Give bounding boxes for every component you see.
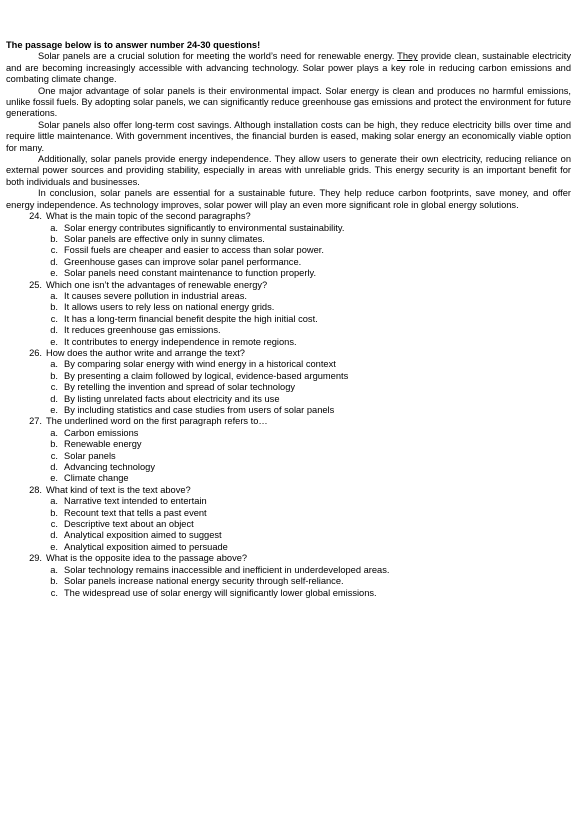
option-text: Greenhouse gases can improve solar panel performance. — [64, 256, 302, 267]
option-letter: e. — [50, 405, 58, 415]
option-text: The widespread use of solar energy will significantly lower global emissions. — [64, 587, 377, 598]
option-text: Solar technology remains inaccessible and inefficient in underdeveloped areas. — [64, 564, 390, 575]
answer-option — [6, 394, 571, 405]
question-row — [6, 348, 571, 359]
answer-option — [6, 382, 571, 393]
option-text: Solar panels need constant maintenance to function properly. — [64, 268, 317, 279]
answer-option — [6, 530, 571, 541]
option-letter: a. — [50, 359, 58, 370]
question-row — [6, 416, 571, 427]
option-letter: a. — [50, 427, 58, 438]
answer-option — [6, 359, 571, 370]
answer-option — [6, 588, 571, 599]
option-text: It has a long-term financial benefit despite the high initial cost. — [64, 313, 318, 324]
worksheet-page — [6, 40, 571, 599]
answer-option — [6, 302, 571, 313]
answer-option — [6, 371, 571, 382]
option-text: Analytical exposition aimed to suggest — [64, 530, 222, 541]
option-letter: c. — [50, 313, 58, 324]
paragraph-text: One major advantage of solar panels is their environmental impact. Solar energy is clean and produces no harmful emissions, unlike fossil fuels. By adopting solar panels, we can significantly reduce greenhouse gas emissions and protect the environment for future generations. — [6, 85, 571, 119]
question-text: What is the main topic of the second paragraphs? — [46, 211, 251, 222]
answer-option — [6, 576, 571, 587]
answer-option — [6, 257, 571, 268]
option-text: Solar energy contributes significantly to environmental sustainability. — [64, 222, 345, 233]
answer-option — [6, 428, 571, 439]
option-letter: d. — [50, 393, 58, 404]
paragraph-text: Solar panels are a crucial solution for meeting the world’s need for renewable energy. — [38, 51, 398, 62]
paragraph-text: In conclusion, solar panels are essential for a sustainable future. They help reduce carbon footprints, save money, and offer energy independence. As technology improves, solar power will play an even more significant role in global energy solutions. — [6, 188, 571, 210]
option-letter: e. — [50, 268, 58, 279]
answer-option — [6, 223, 571, 234]
question-text: What kind of text is the text above? — [46, 484, 191, 495]
option-letter: b. — [50, 576, 58, 587]
paragraph-4 — [6, 154, 571, 188]
option-letter: d. — [50, 256, 58, 267]
paragraph-5 — [6, 188, 571, 211]
option-text: Carbon emissions — [64, 427, 139, 438]
option-letter: d. — [50, 462, 58, 473]
answer-option — [6, 439, 571, 450]
option-text: By including statistics and case studies from users of solar panels — [64, 405, 335, 415]
answer-option — [6, 245, 571, 256]
option-letter: b. — [50, 507, 58, 518]
option-letter: b. — [50, 233, 58, 244]
question-25 — [6, 280, 571, 348]
option-letter: e. — [50, 541, 58, 552]
answer-option — [6, 473, 571, 484]
option-text: Narrative text intended to entertain — [64, 496, 207, 507]
option-text: By listing unrelated facts about electricity and its use — [64, 393, 280, 404]
question-row — [6, 485, 571, 496]
option-text: It allows users to rely less on national energy grids. — [64, 302, 275, 313]
answer-option — [6, 542, 571, 553]
option-text: It reduces greenhouse gas emissions. — [64, 325, 221, 336]
question-number: 24. — [29, 211, 42, 222]
paragraph-2 — [6, 86, 571, 120]
option-text: It contributes to energy independence in remote regions. — [64, 336, 297, 347]
question-28 — [6, 485, 571, 553]
option-text: Solar panels are effective only in sunny climates. — [64, 233, 265, 244]
option-letter: d. — [50, 530, 58, 541]
option-text: Climate change — [64, 473, 129, 484]
answer-option — [6, 337, 571, 348]
question-number: 29. — [29, 553, 42, 564]
paragraph-3 — [6, 120, 571, 154]
paragraph-1 — [6, 51, 571, 85]
answer-option — [6, 268, 571, 279]
question-text: How does the author write and arrange the text? — [46, 347, 245, 358]
option-letter: a. — [50, 496, 58, 507]
underlined-word: They — [397, 51, 418, 62]
answer-option — [6, 462, 571, 473]
question-text: What is the opposite idea to the passage above? — [46, 553, 248, 564]
answer-option — [6, 234, 571, 245]
option-letter: c. — [50, 587, 58, 598]
passage-heading: The passage below is to answer number 24-30 questions! — [6, 40, 261, 50]
option-letter: a. — [50, 290, 58, 301]
option-letter: c. — [50, 519, 58, 530]
paragraph-text: provide clean, sustainable electricity and are becoming increasingly accessible with advancing technology. Solar power plays a key role in reducing carbon emissions and combating climate change. — [6, 51, 572, 85]
option-letter: b. — [50, 302, 58, 313]
answer-option — [6, 314, 571, 325]
question-row — [6, 211, 571, 222]
passage — [6, 51, 571, 211]
option-letter: a. — [50, 564, 58, 575]
option-letter: e. — [50, 473, 58, 484]
question-text: Which one isn’t the advantages of renewable energy? — [46, 279, 268, 290]
option-text: By comparing solar energy with wind energy in a historical context — [64, 359, 336, 370]
option-text: Solar panels increase national energy security through self-reliance. — [64, 576, 344, 587]
question-text: The underlined word on the first paragraph refers to… — [46, 416, 268, 427]
option-text: Solar panels — [64, 450, 116, 461]
question-29 — [6, 553, 571, 599]
option-letter: d. — [50, 325, 58, 336]
option-letter: c. — [50, 450, 58, 461]
option-text: Renewable energy — [64, 439, 142, 450]
option-letter: c. — [50, 382, 58, 393]
option-text: By retelling the invention and spread of solar technology — [64, 382, 296, 393]
answer-option — [6, 519, 571, 530]
question-row — [6, 280, 571, 291]
question-number: 27. — [29, 416, 42, 427]
question-number: 26. — [29, 347, 42, 358]
answer-option — [6, 405, 571, 416]
option-text: It causes severe pollution in industrial areas. — [64, 290, 247, 301]
answer-option — [6, 496, 571, 507]
question-24 — [6, 211, 571, 279]
question-number: 25. — [29, 279, 42, 290]
option-text: Fossil fuels are cheaper and easier to access than solar power. — [64, 245, 324, 256]
option-text: Descriptive text about an object — [64, 519, 194, 530]
question-26 — [6, 348, 571, 416]
option-text: Analytical exposition aimed to persuade — [64, 541, 228, 552]
paragraph-text: Additionally, solar panels provide energy independence. They allow users to generate their own electricity, reducing reliance on external power sources and providing stability, especially in areas with unreliable grids. This energy security is an important benefit for both individuals and businesses. — [6, 154, 571, 187]
question-list — [6, 211, 571, 599]
answer-option — [6, 325, 571, 336]
question-27 — [6, 416, 571, 484]
answer-option — [6, 508, 571, 519]
option-letter: b. — [50, 439, 58, 450]
option-text: By presenting a claim followed by logical, evidence-based arguments — [64, 370, 349, 381]
answer-option — [6, 565, 571, 576]
answer-option — [6, 451, 571, 462]
paragraph-text: Solar panels also offer long-term cost savings. Although installation costs can be high, they reduce electricity bills over time and require little maintenance. With government incentives, the financial burden is eased, making solar energy an economically viable option for many. — [6, 119, 571, 153]
question-row — [6, 553, 571, 564]
option-text: Recount text that tells a past event — [64, 507, 207, 518]
option-letter: e. — [50, 336, 58, 347]
question-number: 28. — [29, 484, 42, 495]
option-letter: a. — [50, 222, 58, 233]
option-letter: c. — [50, 245, 58, 256]
option-text: Advancing technology — [64, 462, 155, 473]
answer-option — [6, 291, 571, 302]
option-letter: b. — [50, 370, 58, 381]
